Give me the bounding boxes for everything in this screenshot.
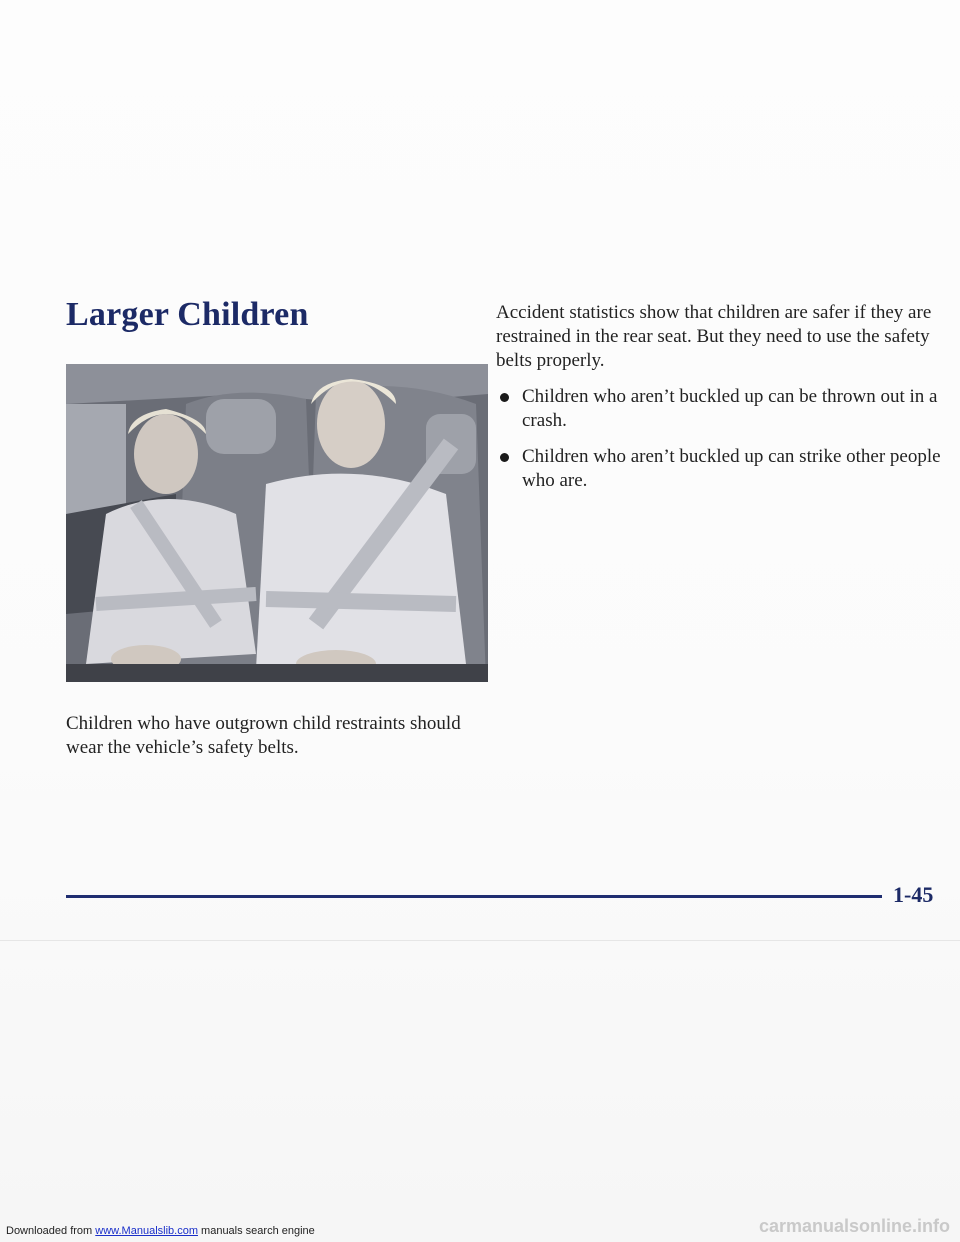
bullet-text: Children who aren’t buckled up can strike other people who are. xyxy=(522,446,941,491)
right-column xyxy=(496,301,946,505)
bullet-dot-icon xyxy=(500,453,509,462)
page-number: 1-45 xyxy=(893,882,934,907)
bullet-list xyxy=(496,385,946,493)
bullet-dot-icon xyxy=(500,393,509,402)
children-seatbelt-illustration xyxy=(66,364,488,682)
footer-suffix: manuals search engine xyxy=(197,1225,315,1237)
illustration-drawing xyxy=(66,364,488,682)
bullet-item xyxy=(496,385,946,433)
scan-edge xyxy=(0,940,960,941)
site-watermark: carmanualsonline.info xyxy=(758,1216,950,1236)
illustration-caption: Children who have outgrown child restraints should wear the vehicle’s safety belts. xyxy=(66,713,461,758)
download-footer xyxy=(6,1225,315,1237)
manualslib-link[interactable]: www.Manualslib.com xyxy=(95,1225,198,1237)
bullet-text: Children who aren’t buckled up can be thrown out in a crash. xyxy=(522,386,938,431)
footer-prefix: Downloaded from xyxy=(6,1225,96,1237)
bullet-item xyxy=(496,445,946,493)
intro-paragraph: Accident statistics show that children are safer if they are restrained in the rear seat. But they need to use the safety belts properly. xyxy=(496,302,932,371)
footer-rule xyxy=(66,895,882,898)
page-title: Larger Children xyxy=(66,296,309,333)
